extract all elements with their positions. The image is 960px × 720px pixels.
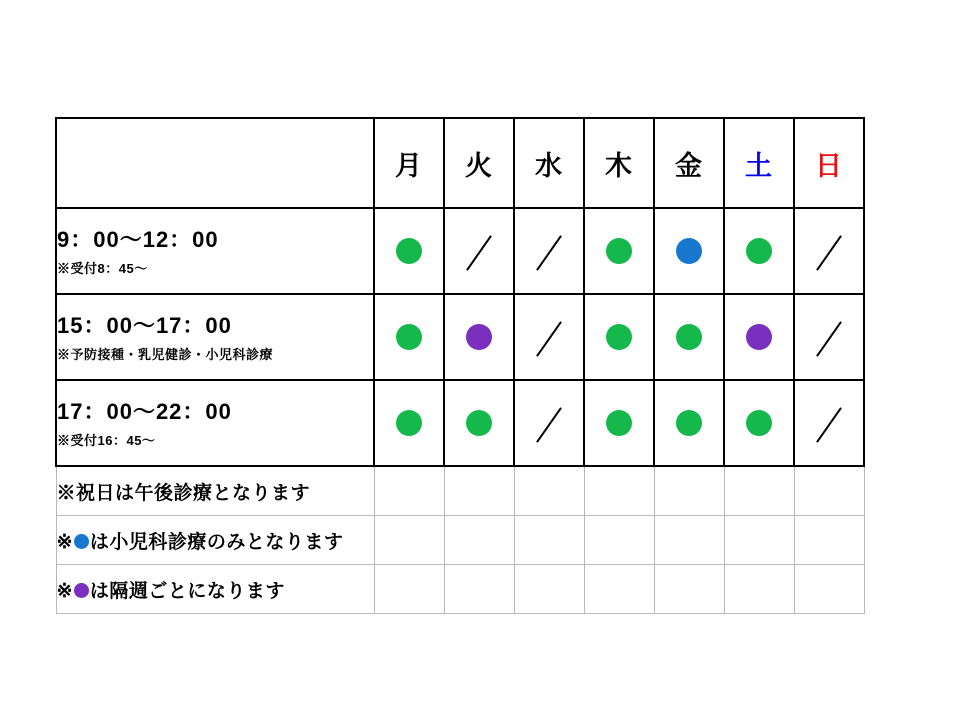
availability-cell: [514, 294, 584, 380]
footnote-blank-cell: [584, 565, 654, 614]
footnote-blank-cell: [374, 516, 444, 565]
purple-dot-icon: [74, 583, 89, 598]
schedule-row: [56, 380, 864, 466]
availability-cell: [374, 380, 444, 466]
closed-slash-icon: [812, 234, 846, 268]
green-dot-icon: [396, 238, 422, 264]
availability-cell: [584, 294, 654, 380]
footnote-blank-cell: [724, 516, 794, 565]
green-dot-icon: [396, 410, 422, 436]
footnote-row: [56, 565, 864, 614]
time-slot-label: 17：00〜22：00: [57, 399, 232, 425]
time-slot-note: ※受付8：45〜: [57, 260, 148, 276]
purple-dot-icon: [466, 324, 492, 350]
time-slot-note: ※受付16：45〜: [57, 432, 156, 448]
footnote-blank-cell: [654, 516, 724, 565]
closed-slash-icon: [462, 234, 496, 268]
time-slot-cell: [56, 380, 374, 466]
footnote-prefix: ※祝日は午後診療となります: [56, 482, 311, 504]
footnote-blank-cell: [584, 516, 654, 565]
day-header-weekday-4: 金: [654, 118, 724, 208]
footnote-text: [56, 466, 374, 516]
availability-cell: [444, 294, 514, 380]
day-header-saturday-5: 土: [724, 118, 794, 208]
green-dot-icon: [676, 410, 702, 436]
footnote-suffix: は小児科診療のみとなります: [89, 531, 344, 553]
footnote-blank-cell: [444, 565, 514, 614]
footnote-blank-cell: [514, 565, 584, 614]
availability-cell: [794, 208, 864, 294]
green-dot-icon: [396, 324, 422, 350]
availability-cell: [794, 294, 864, 380]
footnote-blank-cell: [794, 466, 864, 516]
availability-cell: [654, 294, 724, 380]
footnote-prefix: ※: [56, 580, 73, 602]
footnote-blank-cell: [444, 516, 514, 565]
availability-cell: [724, 380, 794, 466]
green-dot-icon: [606, 410, 632, 436]
availability-cell: [444, 380, 514, 466]
footnote-suffix: は隔週ごとになります: [89, 580, 285, 602]
footnote-blank-cell: [584, 466, 654, 516]
table-header-row: [56, 118, 864, 208]
day-header-sunday-6: 日: [794, 118, 864, 208]
availability-cell: [374, 208, 444, 294]
footnote-blank-cell: [724, 466, 794, 516]
footnote-row: [56, 516, 864, 565]
time-slot-cell: [56, 294, 374, 380]
availability-cell: [794, 380, 864, 466]
footnote-blank-cell: [794, 565, 864, 614]
schedule-row: [56, 294, 864, 380]
footnote-blank-cell: [514, 466, 584, 516]
blue-dot-icon: [74, 534, 89, 549]
schedule-sheet: [55, 117, 863, 614]
closed-slash-icon: [532, 234, 566, 268]
green-dot-icon: [746, 238, 772, 264]
availability-cell: [654, 380, 724, 466]
availability-cell: [514, 208, 584, 294]
availability-cell: [724, 294, 794, 380]
green-dot-icon: [746, 410, 772, 436]
clinic-hours-table: [55, 117, 865, 614]
footnote-blank-cell: [374, 565, 444, 614]
closed-slash-icon: [532, 320, 566, 354]
day-header-weekday-2: 水: [514, 118, 584, 208]
footnote-prefix: ※: [56, 531, 73, 553]
closed-slash-icon: [812, 320, 846, 354]
footnote-blank-cell: [654, 466, 724, 516]
footnote-text: [56, 565, 374, 614]
footnote-blank-cell: [514, 516, 584, 565]
availability-cell: [724, 208, 794, 294]
schedule-row: [56, 208, 864, 294]
green-dot-icon: [676, 324, 702, 350]
closed-slash-icon: [532, 406, 566, 440]
green-dot-icon: [466, 410, 492, 436]
purple-dot-icon: [746, 324, 772, 350]
footnote-blank-cell: [794, 516, 864, 565]
day-header-weekday-3: 木: [584, 118, 654, 208]
footnote-blank-cell: [724, 565, 794, 614]
green-dot-icon: [606, 324, 632, 350]
closed-slash-icon: [812, 406, 846, 440]
time-slot-cell: [56, 208, 374, 294]
time-slot-note: ※予防接種・乳児健診・小児科診療: [57, 346, 274, 362]
time-slot-label: 15：00〜17：00: [57, 313, 232, 339]
availability-cell: [584, 208, 654, 294]
green-dot-icon: [606, 238, 632, 264]
availability-cell: [654, 208, 724, 294]
availability-cell: [514, 380, 584, 466]
day-header-weekday-1: 火: [444, 118, 514, 208]
time-slot-label: 9：00〜12：00: [57, 227, 219, 253]
footnote-row: [56, 466, 864, 516]
footnote-blank-cell: [374, 466, 444, 516]
availability-cell: [374, 294, 444, 380]
availability-cell: [584, 380, 654, 466]
footnote-blank-cell: [654, 565, 724, 614]
footnote-text: [56, 516, 374, 565]
day-header-weekday-0: 月: [374, 118, 444, 208]
table-corner-cell: [56, 118, 374, 208]
availability-cell: [444, 208, 514, 294]
blue-dot-icon: [676, 238, 702, 264]
footnote-blank-cell: [444, 466, 514, 516]
